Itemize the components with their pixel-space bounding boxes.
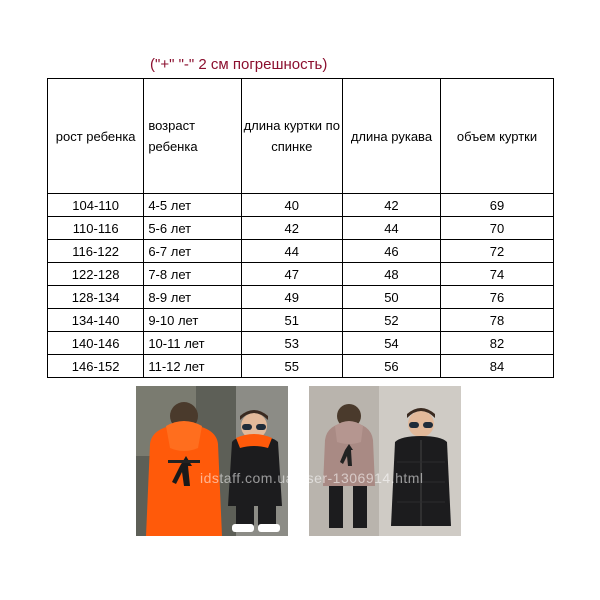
cell-height: 104-110 — [48, 194, 144, 217]
product-photo-orange — [136, 386, 288, 536]
cell-height: 122-128 — [48, 263, 144, 286]
cell-back-length: 55 — [241, 355, 342, 378]
watermark: idstaff.com.ua/user-1306914.html — [200, 470, 424, 486]
cell-volume: 82 — [441, 332, 554, 355]
cell-volume: 74 — [441, 263, 554, 286]
cell-age: 11-12 лет — [144, 355, 241, 378]
photo-orange-illustration — [136, 386, 288, 536]
cell-sleeve-length: 50 — [342, 286, 440, 309]
table-row — [48, 194, 554, 217]
cell-back-length: 47 — [241, 263, 342, 286]
table-row — [48, 263, 554, 286]
cell-back-length: 51 — [241, 309, 342, 332]
cell-age: 10-11 лет — [144, 332, 241, 355]
table-row — [48, 217, 554, 240]
header-height: рост ребенка — [48, 79, 144, 194]
header-age: возраст ребенка — [144, 79, 241, 194]
cell-sleeve-length: 48 — [342, 263, 440, 286]
cell-age: 4-5 лет — [144, 194, 241, 217]
cell-back-length: 40 — [241, 194, 342, 217]
cell-sleeve-length: 46 — [342, 240, 440, 263]
cell-volume: 84 — [441, 355, 554, 378]
product-photo-black — [309, 386, 461, 536]
cell-age: 6-7 лет — [144, 240, 241, 263]
cell-height: 146-152 — [48, 355, 144, 378]
table-row — [48, 355, 554, 378]
cell-height: 116-122 — [48, 240, 144, 263]
table-row — [48, 286, 554, 309]
cell-age: 9-10 лет — [144, 309, 241, 332]
cell-volume: 70 — [441, 217, 554, 240]
cell-sleeve-length: 44 — [342, 217, 440, 240]
cell-height: 110-116 — [48, 217, 144, 240]
cell-back-length: 42 — [241, 217, 342, 240]
table-row — [48, 240, 554, 263]
cell-age: 5-6 лет — [144, 217, 241, 240]
table-row — [48, 309, 554, 332]
table-row — [48, 332, 554, 355]
header-jacket-volume: объем куртки — [441, 79, 554, 194]
cell-height: 140-146 — [48, 332, 144, 355]
photo-black-illustration — [309, 386, 461, 536]
tolerance-note: ("+" "-" 2 см погрешность) — [150, 56, 328, 73]
cell-sleeve-length: 56 — [342, 355, 440, 378]
cell-back-length: 53 — [241, 332, 342, 355]
cell-volume: 78 — [441, 309, 554, 332]
cell-back-length: 49 — [241, 286, 342, 309]
cell-sleeve-length: 54 — [342, 332, 440, 355]
cell-volume: 72 — [441, 240, 554, 263]
cell-back-length: 44 — [241, 240, 342, 263]
cell-volume: 69 — [441, 194, 554, 217]
table-header-row — [48, 79, 554, 194]
cell-sleeve-length: 42 — [342, 194, 440, 217]
header-sleeve-length: длина рукава — [342, 79, 440, 194]
size-chart-table — [47, 78, 554, 378]
cell-age: 8-9 лет — [144, 286, 241, 309]
cell-height: 134-140 — [48, 309, 144, 332]
cell-age: 7-8 лет — [144, 263, 241, 286]
cell-sleeve-length: 52 — [342, 309, 440, 332]
cell-height: 128-134 — [48, 286, 144, 309]
header-back-length: длина куртки по спинке — [241, 79, 342, 194]
cell-volume: 76 — [441, 286, 554, 309]
